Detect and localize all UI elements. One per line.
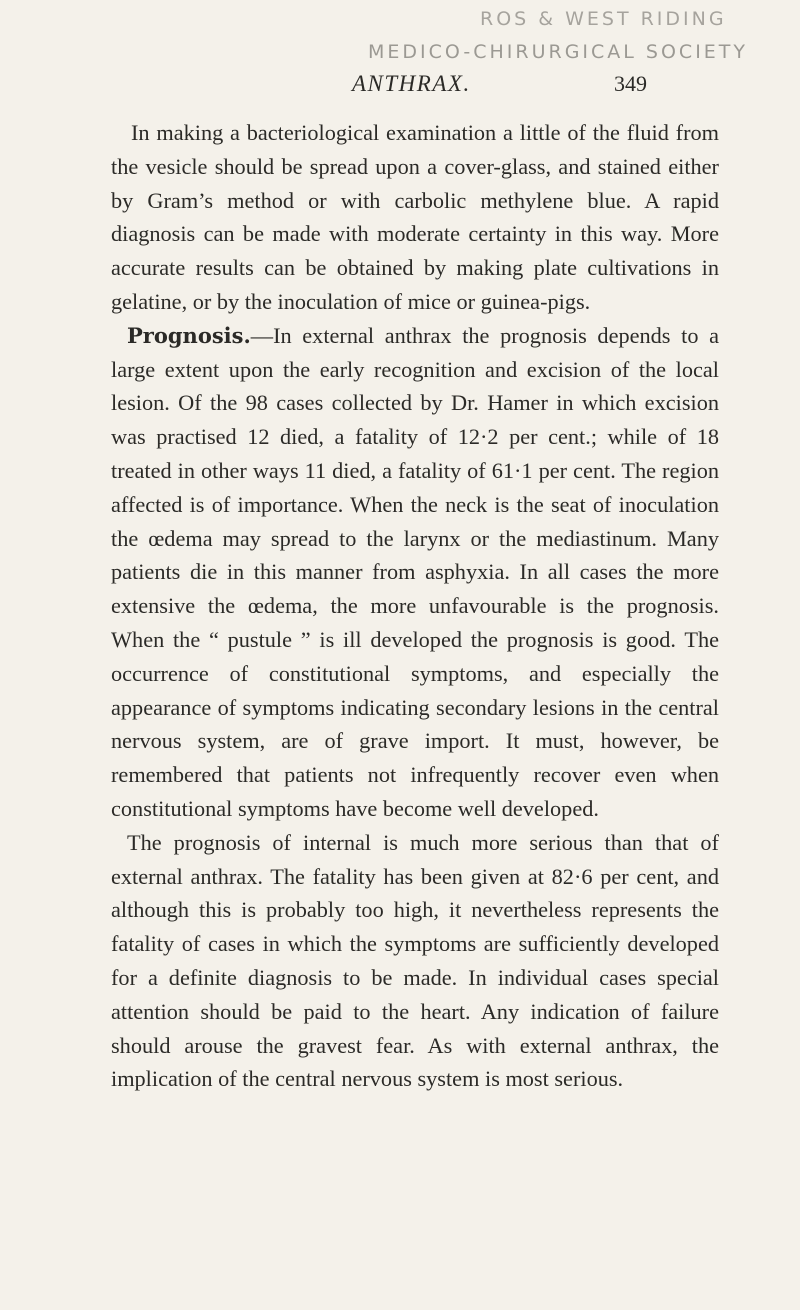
paragraph-text: —In external anthrax the prognosis depends to a large extent upon the early recognition and excision of the local lesion. Of the 98 cases collected by Dr. Hamer in which excision was practised 12 died, a fatality of 12·2 per cent.; while of 18 treated in other ways 11 died, a fatality of 61·1 per cent. The region affected is of importance. When the neck is the seat of inoculation the œdema may spread to the larynx or the mediastinum. Many patients die in this manner from asphyxia. In all cases the more extensive the œdema, the more unfavourable is the prognosis. When the “ pustule ” is ill developed the prognosis is good. The occurrence of constitutional symptoms, and especially the appearance of symptoms indicating secondary lesions in the central nervous system, are of grave import. It must, however, be remembered that patients not infrequently recover even when constitutional symptoms have become well developed.	[111, 322, 719, 821]
running-head	[0, 71, 800, 101]
paragraph-text: In making a bacteriological examination a little of the fluid from the vesicle should be spread upon a cover-glass, and stained either by Gram’s method or with carbolic methylene blue. A rapid diagnosis can be made with moderate certainty in this way. More accurate results can be obtained by making plate cultivations in gelatine, or by the inoculation of mice or guinea-pigs.	[111, 120, 719, 314]
paragraph-text: The prognosis of internal is much more serious than that of external anthrax. The fatality has been given at 82·6 per cent, and although this is probably too high, it nevertheless represents the fatality of cases in which the symptoms are sufficiently developed for a definite diagnosis to be made. In individual cases special attention should be paid to the heart. Any indication of failure should arouse the gravest fear. As with external anthrax, the implication of the central nervous system is most serious.	[111, 829, 719, 1092]
library-stamp-line-1: ROS & WEST RIDING	[480, 8, 727, 30]
paragraph-prognosis	[111, 319, 719, 826]
section-heading-prognosis: Prognosis.	[127, 322, 251, 348]
page-number: 349	[614, 71, 647, 96]
running-title: ANTHRAX.	[352, 71, 471, 96]
paragraph-internal-prognosis	[111, 826, 719, 1096]
library-stamp-line-2: MEDICO-CHIRURGICAL SOCIETY	[368, 41, 749, 63]
paragraph-diagnosis	[111, 116, 719, 319]
body-text	[111, 116, 719, 1096]
